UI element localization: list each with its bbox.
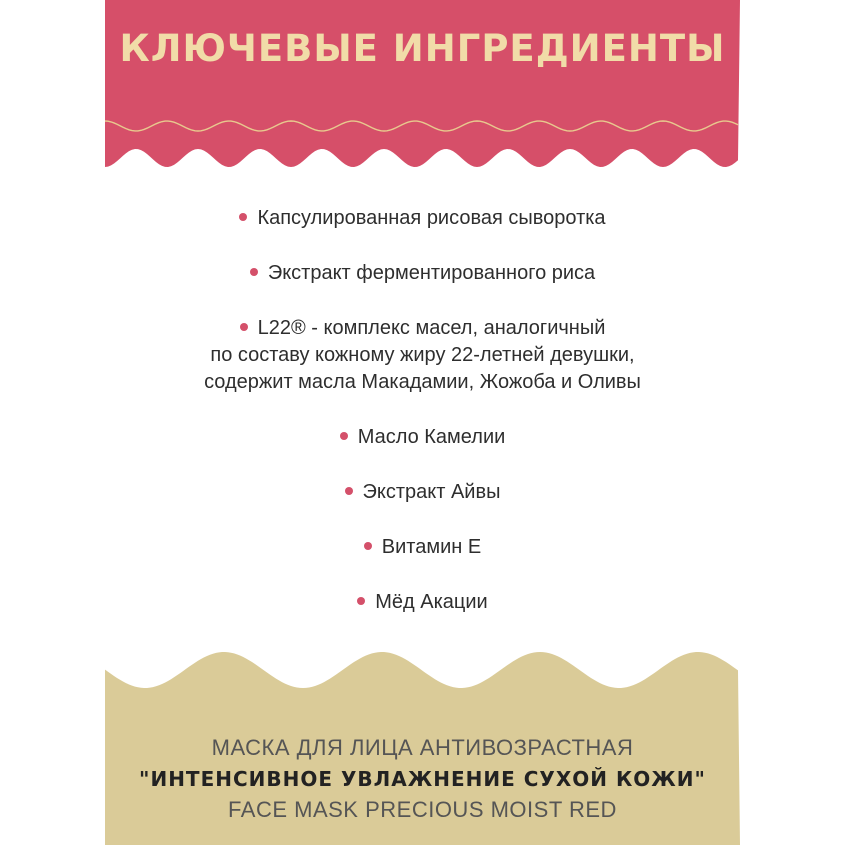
bullet-dot-icon [345,487,353,495]
ingredient-text: L22® - комплекс масел, аналогичный [257,317,606,339]
ingredient-line [105,315,740,342]
ingredient-item [105,205,740,232]
bullet-dot-icon [340,432,348,440]
bullet-dot-icon [364,542,372,550]
bullet-dot-icon [357,597,365,605]
ingredient-item [105,315,740,396]
ingredient-item [105,589,740,616]
ingredient-text: Капсулированная рисовая сыворотка [257,207,606,229]
ingredient-text: Витамин Е [381,536,482,558]
ingredient-line: по составу кожному жиру 22-летней девушки, [210,344,635,366]
bullet-dot-icon [250,268,258,276]
ingredient-text: Экстракт ферментированного риса [267,262,596,284]
ingredient-text: Экстракт Айвы [362,481,501,503]
product-type-line: МАСКА ДЛЯ ЛИЦА АНТИВОЗРАСТНАЯ [211,735,634,760]
ingredient-item [105,260,740,287]
product-name-block [105,733,740,825]
ingredient-line: содержит масла Макадамии, Жожоба и Оливы [204,371,641,393]
header-band-fill [105,0,740,167]
ingredient-text: Масло Камелии [357,426,506,448]
ingredient-item [105,479,740,506]
bullet-dot-icon [240,323,248,331]
ingredient-text: Мёд Акации [375,591,488,613]
bullet-dot-icon [239,213,247,221]
product-name-en: FACE MASK PRECIOUS MOIST RED [228,797,617,822]
ingredient-item [105,534,740,561]
ingredient-list [105,200,740,616]
product-name-ru: "ИНТЕНСИВНОЕ УВЛАЖНЕНИЕ СУХОЙ КОЖИ" [139,767,706,791]
ingredient-item [105,424,740,451]
page-title: КЛЮЧЕВЫЕ ИНГРЕДИЕНТЫ [119,27,726,70]
